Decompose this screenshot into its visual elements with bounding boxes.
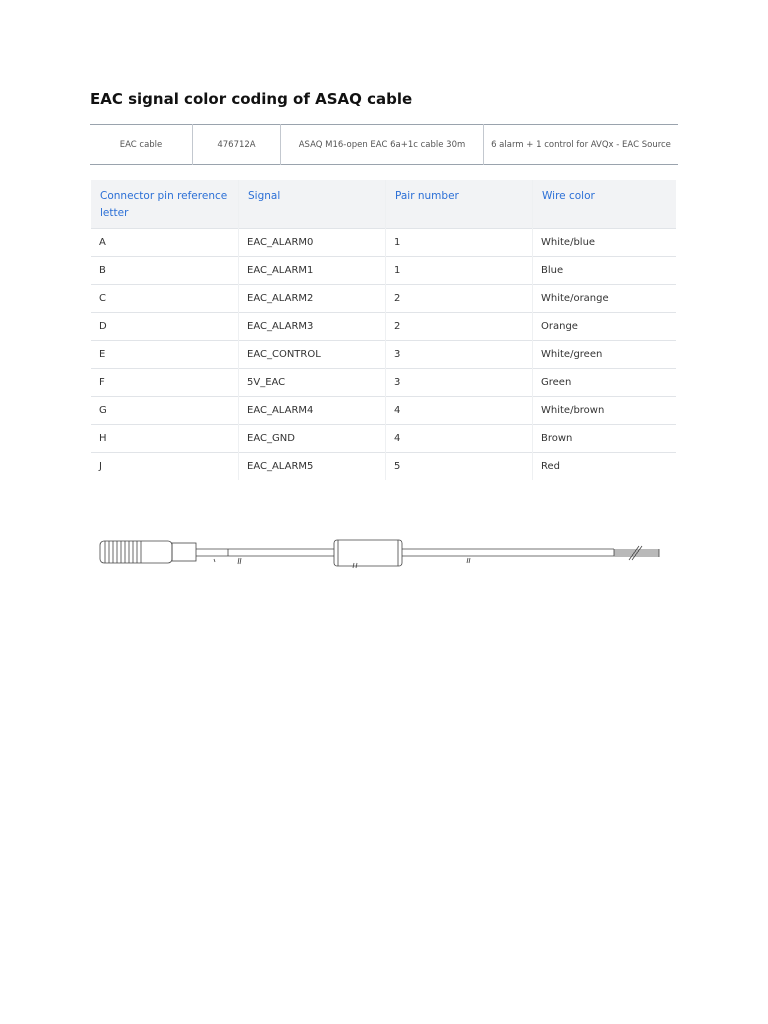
pin-ref-cell: F (91, 369, 239, 397)
wire-color-cell: Red (533, 453, 677, 481)
signal-cell: EAC_ALARM1 (239, 257, 386, 285)
signal-cell: EAC_ALARM2 (239, 285, 386, 313)
cable-usage-cell: 6 alarm + 1 control for AVQx - EAC Source (484, 125, 679, 165)
header-pair-number: Pair number (386, 180, 533, 229)
cable-section-drawing (196, 549, 334, 564)
table-row (91, 425, 676, 453)
pair-cell: 4 (386, 397, 533, 425)
pin-ref-cell: J (91, 453, 239, 481)
pair-cell: 4 (386, 425, 533, 453)
signal-cell: EAC_ALARM5 (239, 453, 386, 481)
header-wire-color: Wire color (533, 180, 677, 229)
wire-color-cell: White/green (533, 341, 677, 369)
wire-color-cell: Green (533, 369, 677, 397)
page-title: EAC signal color coding of ASAQ cable (90, 90, 413, 108)
pair-cell: 3 (386, 341, 533, 369)
pin-assignment-table (91, 180, 676, 480)
wire-color-cell: Blue (533, 257, 677, 285)
wire-color-cell: Brown (533, 425, 677, 453)
pin-ref-cell: D (91, 313, 239, 341)
table-row (91, 257, 676, 285)
pin-ref-cell: H (91, 425, 239, 453)
open-wire-ends-drawing (614, 546, 659, 560)
cable-type-cell: EAC cable (119, 139, 163, 150)
pin-ref-cell: G (91, 397, 239, 425)
m16-connector-drawing (100, 541, 196, 563)
cable-section-drawing (402, 549, 614, 563)
pair-cell: 1 (386, 257, 533, 285)
wire-color-cell: White/blue (533, 229, 677, 257)
table-row (91, 369, 676, 397)
signal-cell: 5V_EAC (239, 369, 386, 397)
pair-cell: 1 (386, 229, 533, 257)
table-row (91, 341, 676, 369)
cable-drawing (96, 530, 666, 572)
pair-cell: 2 (386, 285, 533, 313)
table-row (91, 229, 676, 257)
cable-description-cell: ASAQ M16-open EAC 6a+1c cable 30m (281, 125, 484, 165)
table-row (91, 453, 676, 481)
table-row (91, 285, 676, 313)
table-row (91, 313, 676, 341)
pin-ref-cell: E (91, 341, 239, 369)
pair-cell: 2 (386, 313, 533, 341)
wire-color-cell: White/brown (533, 397, 677, 425)
signal-cell: EAC_ALARM4 (239, 397, 386, 425)
pair-cell: 3 (386, 369, 533, 397)
signal-cell: EAC_CONTROL (239, 341, 386, 369)
pin-ref-cell: C (91, 285, 239, 313)
table-row (91, 397, 676, 425)
pin-ref-cell: A (91, 229, 239, 257)
pin-ref-cell: B (91, 257, 239, 285)
cable-info-row (90, 125, 678, 165)
signal-cell: EAC_GND (239, 425, 386, 453)
signal-cell: EAC_ALARM0 (239, 229, 386, 257)
cable-info-table (90, 124, 678, 165)
header-signal: Signal (239, 180, 386, 229)
part-number-cell: 476712A (193, 125, 281, 165)
pair-cell: 5 (386, 453, 533, 481)
pin-table-header-row (91, 180, 676, 229)
signal-cell: EAC_ALARM3 (239, 313, 386, 341)
wire-color-cell: White/orange (533, 285, 677, 313)
cable-sleeve-drawing (334, 540, 402, 568)
wire-color-cell: Orange (533, 313, 677, 341)
header-pin-reference: Connector pin reference letter (91, 180, 239, 229)
